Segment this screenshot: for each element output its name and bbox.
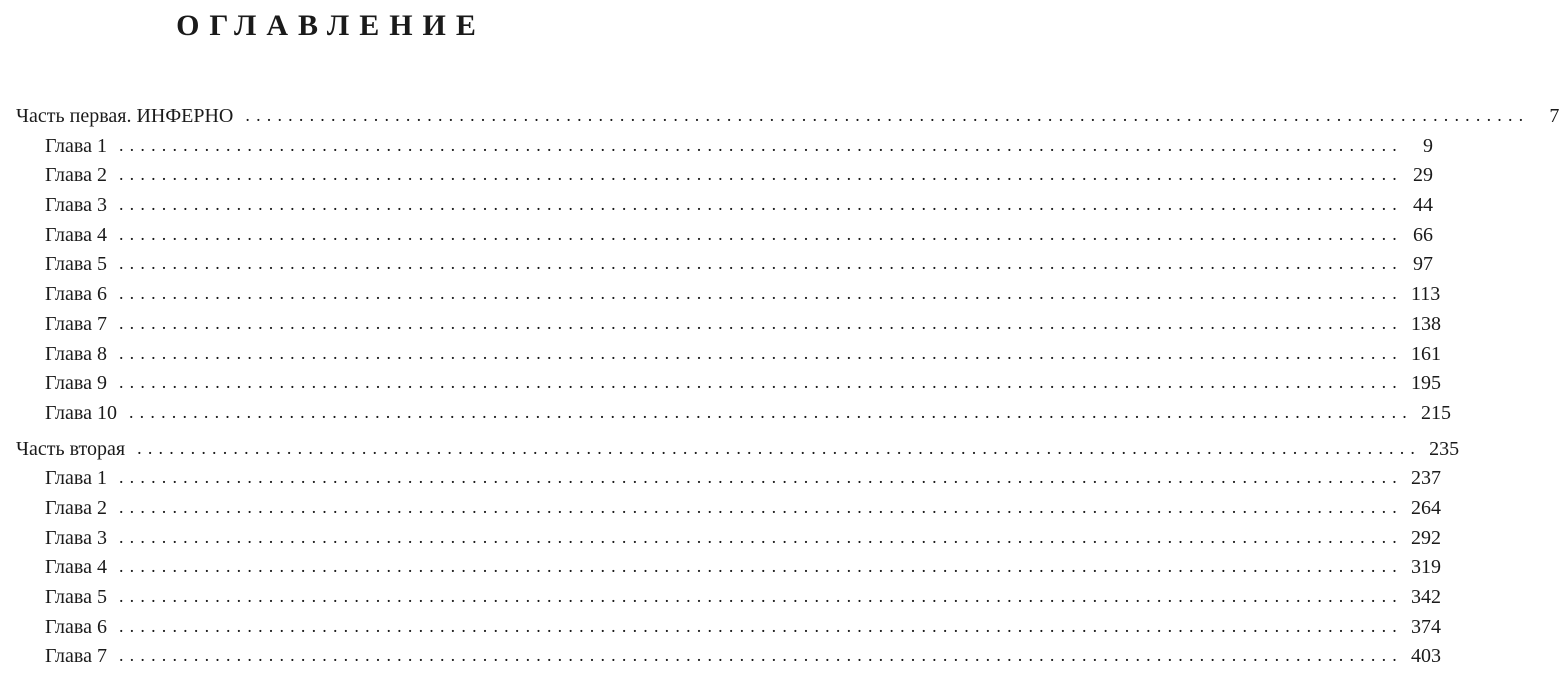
- toc-chapter[interactable]: [16, 613, 1441, 643]
- toc-page-number: 403: [1410, 645, 1441, 668]
- toc-page-number: 215: [1420, 401, 1451, 424]
- toc-part-1[interactable]: [16, 102, 1559, 132]
- toc-part-2[interactable]: [16, 435, 1460, 465]
- toc-entry-label: Глава 5: [45, 586, 107, 608]
- toc-page-number: 374: [1410, 615, 1441, 638]
- toc-page-number: 235: [1429, 437, 1460, 460]
- dot-leader: ........................................................................................................................: [118, 312, 1403, 333]
- toc-page-number: 195: [1410, 372, 1441, 395]
- toc-chapter[interactable]: [16, 524, 1441, 554]
- toc-chapter[interactable]: [16, 340, 1441, 370]
- toc-entry-label: Глава 7: [45, 312, 107, 335]
- toc-entry-label: Глава 6: [45, 615, 107, 638]
- toc-entry-label: Глава 8: [45, 342, 107, 365]
- toc-chapter[interactable]: [16, 310, 1441, 340]
- toc-page-number: 161: [1410, 342, 1441, 365]
- toc-page-number: 7: [1549, 105, 1559, 127]
- dot-leader: ........................................................................................................................: [118, 372, 1403, 393]
- toc-page-number: 9: [1422, 134, 1433, 157]
- toc-page-number: 29: [1412, 164, 1433, 187]
- toc-chapter[interactable]: [16, 250, 1433, 280]
- toc-chapter[interactable]: [16, 583, 1441, 613]
- toc-entry-label: Часть вторая: [16, 437, 126, 460]
- dot-leader: ........................................................................................................................: [128, 401, 1413, 422]
- toc-page-number: 237: [1410, 467, 1441, 490]
- toc-entry-label: Глава 1: [45, 467, 107, 490]
- toc-page-number: 264: [1410, 496, 1441, 519]
- dot-leader: ........................................................................................................................: [118, 342, 1403, 363]
- page-title: ОГЛАВЛЕНИЕ: [176, 9, 486, 42]
- dot-leader: ........................................................................................................................: [118, 253, 1403, 274]
- toc-chapter[interactable]: [16, 369, 1441, 399]
- toc-page-number: 319: [1410, 556, 1441, 579]
- dot-leader: ........................................................................................................................: [118, 556, 1403, 577]
- toc-entry-label: Глава 7: [45, 645, 107, 668]
- toc-entry-label: Глава 1: [45, 134, 107, 157]
- dot-leader: ........................................................................................................................: [245, 105, 1530, 125]
- toc-page-number: 113: [1410, 283, 1441, 306]
- dot-leader: ........................................................................................................................: [118, 223, 1403, 244]
- toc-page-number: 44: [1412, 194, 1433, 217]
- toc-chapter[interactable]: [16, 494, 1441, 524]
- toc-chapter[interactable]: [16, 221, 1433, 251]
- dot-leader: ........................................................................................................................: [118, 194, 1403, 215]
- toc-page-number: 97: [1412, 253, 1433, 276]
- dot-leader: ........................................................................................................................: [118, 615, 1403, 636]
- dot-leader: ........................................................................................................................: [118, 283, 1403, 304]
- toc-entry-label: Глава 10: [45, 401, 117, 424]
- dot-leader: ........................................................................................................................: [118, 134, 1403, 155]
- dot-leader: ........................................................................................................................: [118, 467, 1403, 488]
- toc-page-number: 66: [1412, 223, 1433, 246]
- toc-chapter[interactable]: [16, 280, 1441, 310]
- toc-entry-label: Часть первая. ИНФЕРНО: [16, 105, 234, 127]
- toc-chapter[interactable]: [16, 642, 1441, 672]
- toc-entry-label: Глава 9: [45, 372, 107, 395]
- toc-page-number: 292: [1410, 526, 1441, 549]
- toc-entry-label: Глава 2: [45, 496, 107, 519]
- table-of-contents: [16, 102, 1559, 672]
- toc-entry-label: Глава 4: [45, 223, 107, 246]
- dot-leader: ........................................................................................................................: [118, 645, 1403, 666]
- toc-page-number: 138: [1410, 312, 1441, 335]
- toc-chapter[interactable]: [16, 191, 1433, 221]
- toc-entry-label: Глава 3: [45, 194, 107, 217]
- dot-leader: ........................................................................................................................: [137, 437, 1422, 458]
- toc-entry-label: Глава 3: [45, 526, 107, 549]
- toc-entry-label: Глава 2: [45, 164, 107, 187]
- toc-chapter[interactable]: [16, 399, 1451, 429]
- dot-leader: ........................................................................................................................: [118, 526, 1403, 547]
- toc-entry-label: Глава 5: [45, 253, 107, 276]
- dot-leader: ........................................................................................................................: [118, 586, 1403, 606]
- toc-chapter[interactable]: [16, 161, 1433, 191]
- toc-chapter[interactable]: [16, 464, 1441, 494]
- toc-entry-label: Глава 4: [45, 556, 107, 579]
- toc-chapter[interactable]: [16, 132, 1433, 162]
- dot-leader: ........................................................................................................................: [118, 164, 1403, 185]
- dot-leader: ........................................................................................................................: [118, 496, 1403, 517]
- toc-entry-label: Глава 6: [45, 283, 107, 306]
- toc-page-number: 342: [1410, 586, 1441, 608]
- toc-chapter[interactable]: [16, 553, 1441, 583]
